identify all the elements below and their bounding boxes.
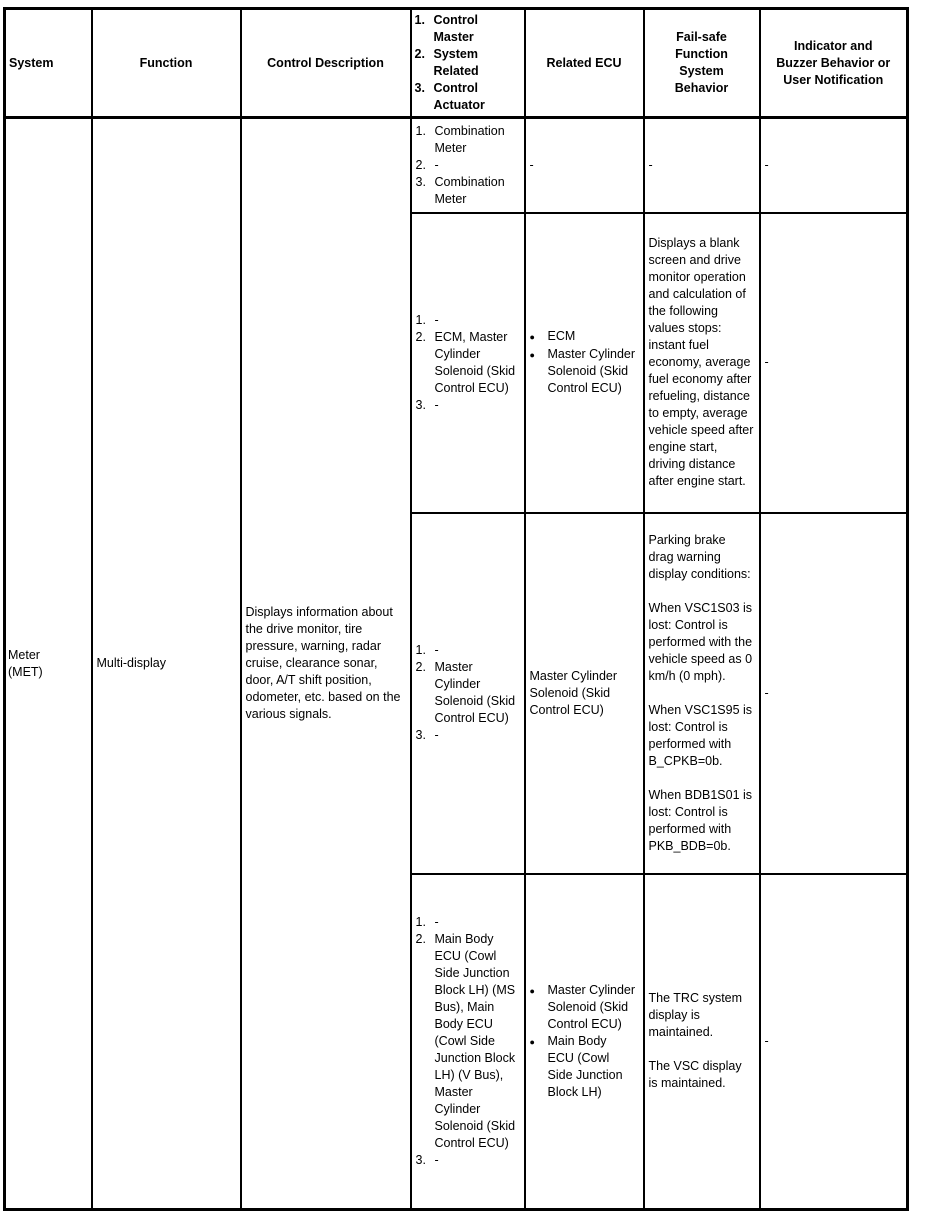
header-function: Function — [92, 9, 241, 118]
control-role-value: - — [434, 914, 439, 929]
control-role-value: - — [434, 1152, 439, 1167]
cell-control-roles-row2 — [411, 213, 525, 513]
list-item — [416, 157, 519, 174]
list-item — [530, 1033, 638, 1101]
cell-function: Multi-display — [92, 118, 241, 1210]
header-control-role-label: System Related — [433, 47, 479, 78]
bullet-icon: ● — [529, 332, 535, 342]
control-role-value: Master Cylinder Solenoid (Skid Control ECU) — [434, 660, 516, 725]
list-number: 3. — [414, 81, 425, 95]
control-roles-list — [416, 914, 519, 1169]
fail-safe-paragraph: When VSC1S95 is lost: Control is performed with B_CPKB=0b. — [648, 702, 753, 768]
bullet-icon: ● — [529, 985, 535, 996]
header-system: System — [5, 9, 92, 118]
cell-control-roles-row3 — [411, 513, 525, 874]
cell-related-ecu-row1: - — [525, 118, 644, 213]
cell-fail-safe-row2 — [644, 213, 760, 513]
cell-related-ecu-row2 — [525, 213, 644, 513]
control-roles-list — [416, 123, 519, 208]
bullet-icon: ● — [529, 350, 535, 360]
list-item — [416, 659, 519, 727]
cell-indicator-row1: - — [760, 118, 908, 213]
related-ecu-value: Master Cylinder Solenoid (Skid Control ECU) — [547, 982, 636, 1031]
related-ecu-bullet-list — [530, 982, 638, 1101]
header-control-role-label: Control Actuator — [433, 81, 485, 112]
list-number: 3. — [415, 397, 426, 412]
list-number: 2. — [415, 329, 426, 344]
fail-safe-paragraph: The TRC system display is maintained. — [648, 991, 743, 1040]
list-item — [416, 174, 519, 208]
list-item — [416, 931, 519, 1152]
list-number: 2. — [414, 47, 425, 61]
list-number: 1. — [415, 914, 426, 929]
cell-fail-safe-row3 — [644, 513, 760, 874]
list-number: 3. — [415, 728, 426, 742]
cell-fail-safe-row1: - — [644, 118, 760, 213]
control-role-value: - — [434, 397, 439, 412]
list-number: 1. — [415, 312, 426, 327]
cell-indicator-row3: - — [760, 513, 908, 874]
list-item — [415, 46, 521, 80]
list-item — [415, 12, 521, 46]
related-ecu-value: Main Body ECU (Cowl Side Junction Block LH) — [547, 1033, 623, 1099]
list-item — [416, 727, 519, 744]
list-item — [416, 397, 519, 414]
list-item — [416, 642, 519, 659]
cell-related-ecu-row3: Master Cylinder Solenoid (Skid Control ECU) — [525, 513, 644, 874]
control-role-value: - — [434, 157, 439, 172]
cell-control-roles-row1 — [411, 118, 525, 213]
related-ecu-value: Master Cylinder Solenoid (Skid Control ECU) — [547, 347, 636, 395]
list-number: 3. — [415, 1152, 426, 1167]
fail-safe-chart-table — [3, 7, 909, 1211]
control-role-value: - — [434, 728, 439, 742]
list-item — [416, 123, 519, 157]
list-item — [416, 329, 519, 397]
control-role-value: - — [434, 312, 439, 327]
related-ecu-bullet-list — [530, 328, 638, 397]
cell-fail-safe-row4 — [644, 874, 760, 1210]
control-roles-list — [416, 642, 519, 744]
header-row — [5, 9, 908, 118]
list-item — [530, 346, 638, 397]
list-number: 1. — [415, 643, 426, 657]
list-item — [530, 982, 638, 1033]
cell-indicator-row2: - — [760, 213, 908, 513]
control-role-value: Combination Meter — [434, 174, 505, 206]
list-number: 2. — [415, 660, 426, 674]
related-ecu-value: ECM — [547, 329, 576, 343]
list-number: 1. — [415, 123, 426, 138]
header-fail-safe — [644, 9, 760, 118]
list-item — [416, 1152, 519, 1169]
cell-control-description: Displays information about the drive monitor, tire pressure, warning, radar cruise, clearance sonar, door, A/T shift position, odometer, etc. based on the various signals. — [241, 118, 411, 1210]
header-related-ecu: Related ECU — [525, 9, 644, 118]
fail-safe-paragraph: When BDB1S01 is lost: Control is performed with PKB_BDB=0b. — [648, 787, 753, 853]
cell-indicator-row4: - — [760, 874, 908, 1210]
list-item — [415, 80, 521, 114]
header-indicator — [760, 9, 908, 118]
control-role-value: Main Body ECU (Cowl Side Junction Block LH) (MS Bus), Main Body ECU (Cowl Side Junction Block LH) (V Bus), Master Cylinder Solenoid (Skid Control ECU) — [434, 931, 516, 1150]
list-number: 2. — [415, 931, 426, 946]
cell-system — [5, 118, 92, 1210]
header-control-role-label: Control Master — [433, 13, 478, 44]
cell-control-roles-row4 — [411, 874, 525, 1210]
fail-safe-paragraph: Displays a blank screen and drive monitor operation and calculation of the following values stops: instant fuel economy, average fuel economy after refueling, distance to empty, average vehicle speed after engine start, driving distance after engine start. — [648, 236, 754, 488]
list-item — [416, 914, 519, 931]
header-control-description: Control Description — [241, 9, 411, 118]
list-number: 3. — [415, 174, 426, 189]
header-indicator-label: Indicator and Buzzer Behavior or User Notification — [776, 38, 891, 87]
header-control-roles — [411, 9, 525, 118]
list-item — [416, 312, 519, 329]
control-role-value: Combination Meter — [434, 123, 505, 155]
list-item — [530, 328, 638, 346]
table-row — [5, 118, 908, 213]
cell-related-ecu-row4 — [525, 874, 644, 1210]
fail-safe-paragraph: When VSC1S03 is lost: Control is performed with the vehicle speed as 0 km/h (0 mph). — [648, 600, 753, 683]
header-fail-safe-label: Fail-safe Function System Behavior — [674, 30, 729, 95]
control-role-value: ECM, Master Cylinder Solenoid (Skid Control ECU) — [434, 329, 516, 395]
control-roles-list — [416, 312, 519, 414]
list-number: 2. — [415, 157, 426, 172]
list-number: 1. — [414, 13, 425, 27]
header-control-roles-list — [415, 12, 521, 114]
system-label: Meter (MET) — [8, 647, 43, 679]
bullet-icon: ● — [529, 1036, 535, 1047]
fail-safe-paragraph: Parking brake drag warning display conditions: — [648, 532, 751, 581]
fail-safe-paragraph: The VSC display is maintained. — [648, 1059, 742, 1091]
control-role-value: - — [434, 643, 439, 657]
